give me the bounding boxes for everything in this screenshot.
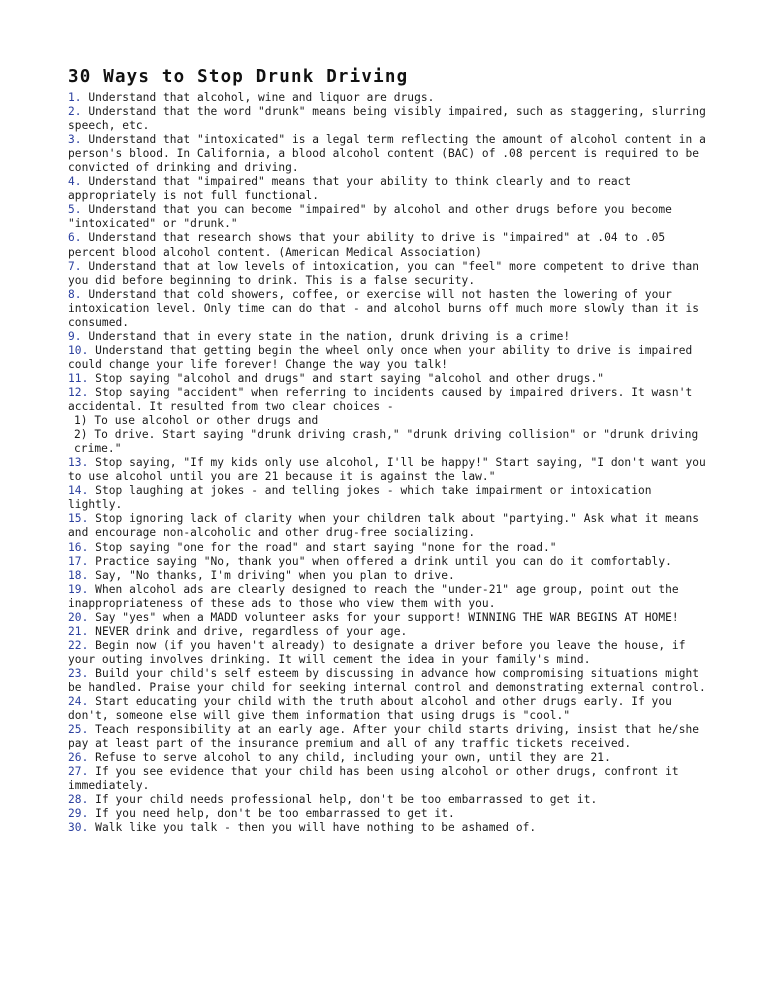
item-number: 6.	[68, 231, 82, 245]
item-text: Stop laughing at jokes - and telling jokes - which take impairment or intoxication lightly.	[68, 484, 652, 512]
list-item	[68, 695, 708, 723]
item-number: 25.	[68, 723, 89, 737]
list-item	[68, 807, 708, 821]
list-item	[68, 667, 708, 695]
list-item	[68, 484, 708, 512]
item-text: If your child needs professional help, don't be too embarrassed to get it.	[95, 793, 598, 807]
item-text: Understand that cold showers, coffee, or exercise will not hasten the lowering of your intoxication level. Only time can do that - and alcohol burns off much more slowly than it is consumed.	[68, 287, 700, 329]
item-number: 12.	[68, 385, 89, 399]
item-text: Practice saying "No, thank you" when offered a drink until you can do it comfortably.	[95, 554, 672, 568]
item-text: If you need help, don't be too embarrassed to get it.	[95, 807, 455, 821]
item-text: Stop saying, "If my kids only use alcohol, I'll be happy!" Start saying, "I don't want you to use alcohol until you are 21 because it is against the law."	[68, 456, 706, 484]
item-text: Understand that alcohol, wine and liquor are drugs.	[88, 91, 435, 104]
item-text: Understand that research shows that your ability to drive is "impaired" at .04 to .05 percent blood alcohol content. (American Medical Association)	[68, 231, 666, 259]
list-item	[68, 203, 708, 231]
item-text: Stop saying "alcohol and drugs" and start saying "alcohol and other drugs."	[95, 371, 605, 385]
item-number: 8.	[68, 287, 82, 301]
item-text: Understand that "impaired" means that your ability to think clearly and to react appropriately is not full functional.	[68, 175, 632, 203]
list-item	[68, 611, 708, 625]
item-number: 1.	[68, 91, 82, 104]
item-text: When alcohol ads are clearly designed to reach the "under-21" age group, point out the inappropriateness of these ads to those who view them with you.	[68, 582, 679, 610]
item-number: 29.	[68, 807, 89, 821]
item-text: Understand that in every state in the nation, drunk driving is a crime!	[88, 329, 571, 343]
list-item	[68, 372, 708, 386]
list-sub-item	[68, 414, 708, 428]
item-number: 9.	[68, 329, 82, 343]
item-text: Stop ignoring lack of clarity when your children talk about "partying." Ask what it means and encourage non-alcoholic and other drug-free socializing.	[68, 512, 700, 540]
list-item	[68, 105, 708, 133]
item-number: 28.	[68, 793, 89, 807]
list-item	[68, 723, 708, 751]
sub-item-text: 1) To use alcohol or other drugs and	[74, 414, 319, 428]
list-item	[68, 583, 708, 611]
item-number: 11.	[68, 371, 89, 385]
list-item	[68, 569, 708, 583]
list-item	[68, 821, 708, 835]
item-number: 2.	[68, 105, 82, 119]
item-number: 27.	[68, 765, 89, 779]
tips-list	[68, 91, 708, 835]
item-number: 24.	[68, 695, 89, 709]
list-item	[68, 175, 708, 203]
list-item	[68, 231, 708, 259]
item-number: 10.	[68, 343, 89, 357]
item-text: Understand that getting begin the wheel only once when your ability to drive is impaired could change your life forever! Change the way you talk!	[68, 343, 693, 371]
item-text: Refuse to serve alcohol to any child, including your own, until they are 21.	[95, 751, 611, 765]
item-number: 19.	[68, 582, 89, 596]
item-number: 16.	[68, 540, 89, 554]
item-number: 20.	[68, 610, 89, 624]
item-number: 4.	[68, 175, 82, 189]
sub-item-text: 2) To drive. Start saying "drunk driving crash," "drunk driving collision" or "drunk driving crime."	[74, 428, 699, 456]
item-number: 15.	[68, 512, 89, 526]
list-item	[68, 330, 708, 344]
list-item	[68, 91, 708, 105]
item-number: 30.	[68, 821, 89, 835]
item-text: Begin now (if you haven't already) to designate a driver before you leave the house, if your outing involves drinking. It will cement the idea in your family's mind.	[68, 638, 686, 666]
document-page	[68, 66, 708, 835]
list-item	[68, 751, 708, 765]
item-number: 22.	[68, 638, 89, 652]
item-number: 23.	[68, 666, 89, 680]
item-number: 18.	[68, 568, 89, 582]
list-item	[68, 555, 708, 569]
list-item	[68, 386, 708, 414]
list-item	[68, 541, 708, 555]
item-text: Walk like you talk - then you will have nothing to be ashamed of.	[95, 821, 537, 835]
item-text: Say "yes" when a MADD volunteer asks for your support! WINNING THE WAR BEGINS AT HOME!	[95, 610, 679, 624]
item-number: 14.	[68, 484, 89, 498]
list-item	[68, 793, 708, 807]
item-text: Build your child's self esteem by discussing in advance how compromising situations might be handled. Praise your child for seeking internal control and demonstrating external control.	[68, 666, 706, 694]
list-item	[68, 625, 708, 639]
item-text: Stop saying "one for the road" and start saying "none for the road."	[95, 540, 557, 554]
item-number: 3.	[68, 133, 82, 147]
list-item	[68, 133, 708, 175]
list-item	[68, 456, 708, 484]
item-number: 13.	[68, 456, 89, 470]
list-item	[68, 512, 708, 540]
item-text: Say, "No thanks, I'm driving" when you plan to drive.	[95, 568, 455, 582]
item-text: Understand that at low levels of intoxication, you can "feel" more competent to drive than you did before beginning to drink. This is a false security.	[68, 259, 700, 287]
item-number: 5.	[68, 203, 82, 217]
item-text: If you see evidence that your child has been using alcohol or other drugs, confront it immediately.	[68, 765, 679, 793]
list-item	[68, 344, 708, 372]
item-text: Teach responsibility at an early age. After your child starts driving, insist that he/she pay at least part of the insurance premium and all of any traffic tickets received.	[68, 723, 700, 751]
item-text: Understand that the word "drunk" means being visibly impaired, such as staggering, slurring speech, etc.	[68, 105, 706, 133]
item-number: 7.	[68, 259, 82, 273]
item-text: NEVER drink and drive, regardless of your age.	[95, 624, 408, 638]
item-number: 17.	[68, 554, 89, 568]
item-number: 26.	[68, 751, 89, 765]
list-sub-item	[68, 428, 708, 456]
list-item	[68, 260, 708, 288]
list-item	[68, 765, 708, 793]
list-item	[68, 639, 708, 667]
item-text: Understand that "intoxicated" is a legal term reflecting the amount of alcohol content in a person's blood. In California, a blood alcohol content (BAC) of .08 percent is required to be convicted of drinking and driving.	[68, 133, 706, 175]
item-text: Stop saying "accident" when referring to incidents caused by impaired drivers. It wasn't accidental. It resulted from two clear choices -	[68, 385, 693, 414]
item-text: Understand that you can become "impaired" by alcohol and other drugs before you become "intoxicated" or "drunk."	[68, 203, 672, 231]
item-number: 21.	[68, 624, 89, 638]
item-text: Start educating your child with the truth about alcohol and other drugs early. If you don't, someone else will give them information that using drugs is "cool."	[68, 695, 672, 723]
document-title: 30 Ways to Stop Drunk Driving	[68, 67, 409, 87]
list-item	[68, 288, 708, 330]
